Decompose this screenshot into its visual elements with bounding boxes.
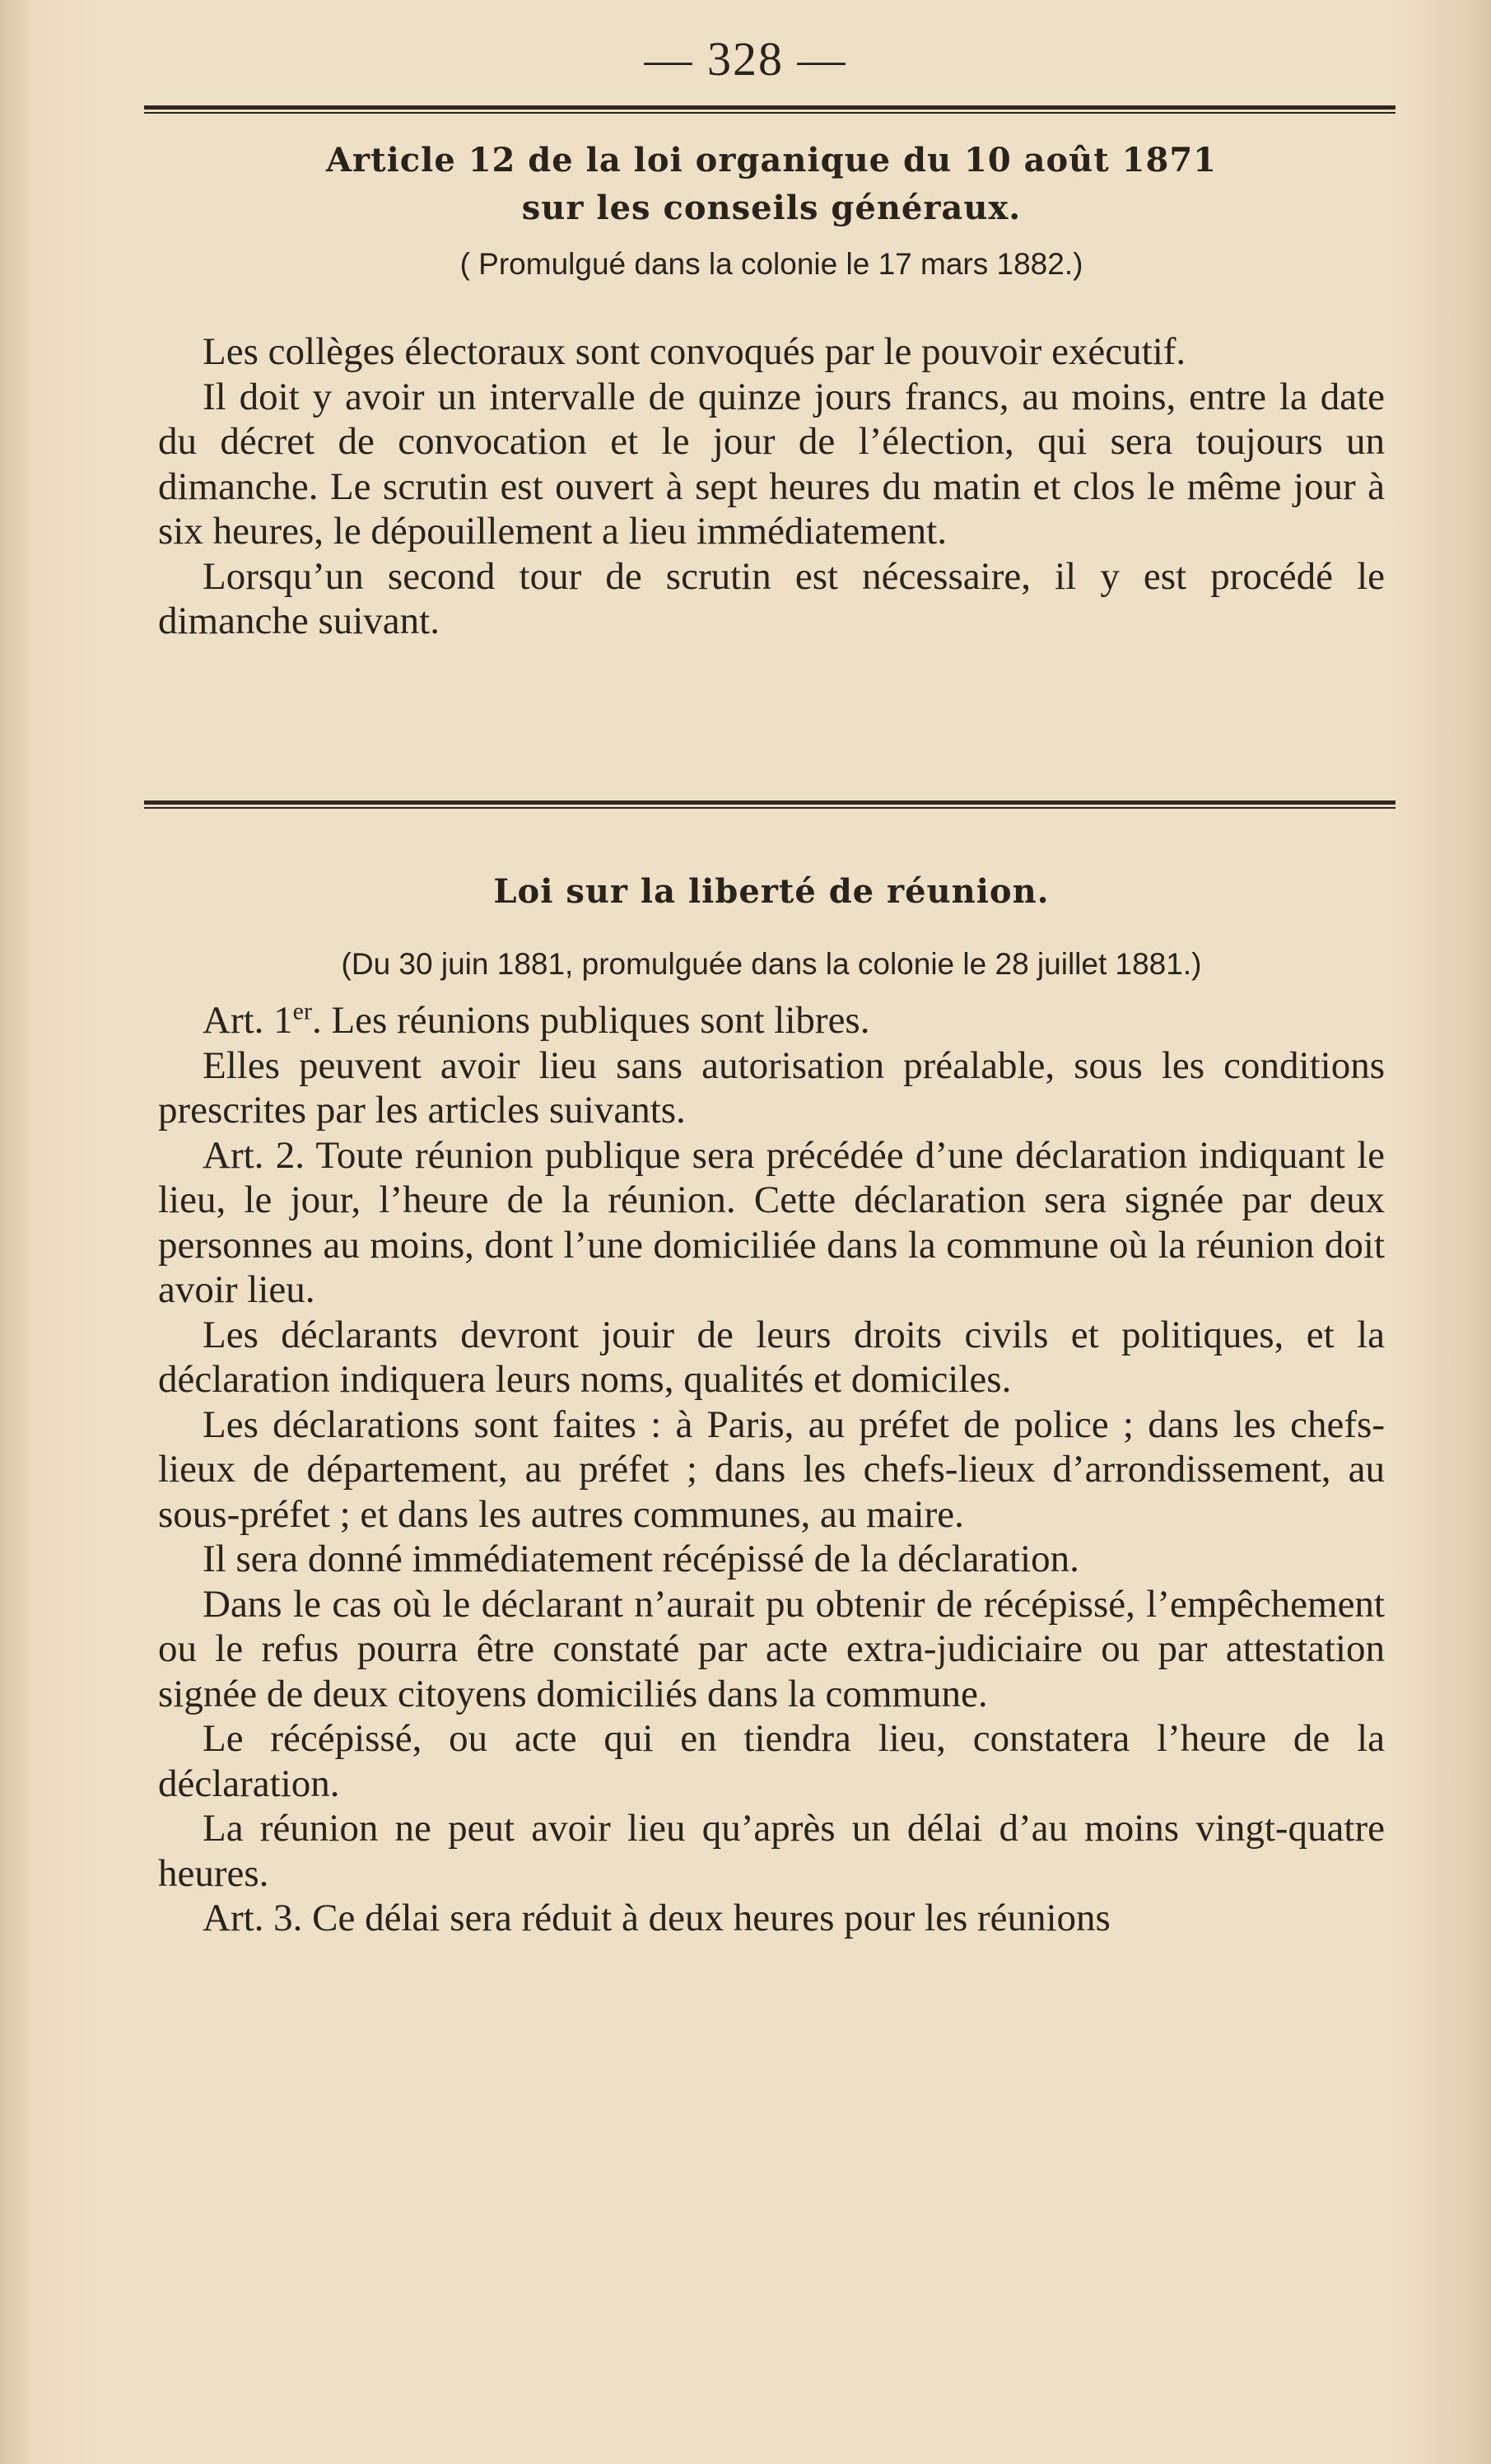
section-2-paragraph: Le récépissé, ou acte qui en tiendra lieu, constatera l’heure de la déclaration. bbox=[158, 1717, 1385, 1805]
article-1-text: . Les réunions publiques sont libres. bbox=[311, 999, 870, 1042]
section-1-title-line-1: Article 12 de la loi organique du 10 août 1871 bbox=[326, 141, 1217, 180]
section-divider bbox=[144, 800, 1395, 809]
section-2-paragraph: Les déclarations sont faites : à Paris, au préfet de police ; dans les chefs-lieux de département, au préfet ; dans les chefs-lieux d’arrondissement, au sous-préfet ; et dans les autres communes, au maire. bbox=[158, 1402, 1385, 1536]
top-divider bbox=[144, 105, 1395, 114]
section-2-paragraph: Art. 2. Toute réunion publique sera précédée d’une déclaration indiquant le lieu, le jour, l’heure de la réunion. Cette déclaration sera signée par deux personnes au moins, dont l’une domiciliée dans la commune où la réunion doit avoir lieu. bbox=[158, 1133, 1385, 1311]
section-1-body bbox=[158, 329, 1385, 644]
article-1-paragraph bbox=[158, 998, 1385, 1043]
section-1-paragraph: Lorsqu’un second tour de scrutin est nécessaire, il y est procédé le dimanche suivant. bbox=[158, 554, 1385, 642]
section-1-header bbox=[158, 137, 1385, 285]
section-2-header bbox=[158, 868, 1385, 985]
section-2-paragraph: Les déclarants devront jouir de leurs droits civils et politiques, et la déclaration indiquera leurs noms, qualités et domiciles. bbox=[158, 1313, 1385, 1401]
section-1-paragraph: Les collèges électoraux sont convoqués par le pouvoir exécutif. bbox=[203, 330, 1186, 373]
section-2-paragraph: Art. 3. Ce délai sera réduit à deux heures pour les réunions bbox=[203, 1897, 1111, 1939]
section-2-paragraph: Elles peuvent avoir lieu sans autorisation préalable, sous les conditions prescrites par les articles suivants. bbox=[158, 1043, 1385, 1132]
page-number: — 328 — bbox=[644, 32, 847, 86]
section-2-promulgation: (Du 30 juin 1881, promulguée dans la colonie le 28 juillet 1881.) bbox=[341, 947, 1202, 981]
section-2-paragraph: Dans le cas où le déclarant n’aurait pu obtenir de récépissé, l’empêchement ou le refus pourra être constaté par acte extra-judiciaire ou par attestation signée de deux citoyens domiciliés dans la commune. bbox=[158, 1582, 1385, 1715]
article-1-label: Art. 1 bbox=[203, 999, 293, 1042]
section-2-paragraph: La réunion ne peut avoir lieu qu’après un délai d’au moins vingt-quatre heures. bbox=[158, 1807, 1385, 1895]
section-1-promulgation: ( Promulgué dans la colonie le 17 mars 1882.) bbox=[459, 247, 1083, 281]
section-1-paragraph: Il doit y avoir un intervalle de quinze jours francs, au moins, entre la date du décret de convocation et le jour de l’élection, qui sera toujours un dimanche. Le scrutin est ouvert à sept heures du matin et clos le même jour à six heures, le dépouillement a lieu immédiatement. bbox=[158, 375, 1385, 553]
section-1-title-line-2: sur les conseils généraux. bbox=[521, 189, 1022, 227]
section-2-title: Loi sur la liberté de réunion. bbox=[493, 872, 1050, 911]
section-2-body bbox=[158, 998, 1385, 1941]
section-2-paragraph: Il sera donné immédiatement récépissé de la déclaration. bbox=[203, 1538, 1079, 1580]
article-1-superscript: er bbox=[292, 997, 312, 1025]
